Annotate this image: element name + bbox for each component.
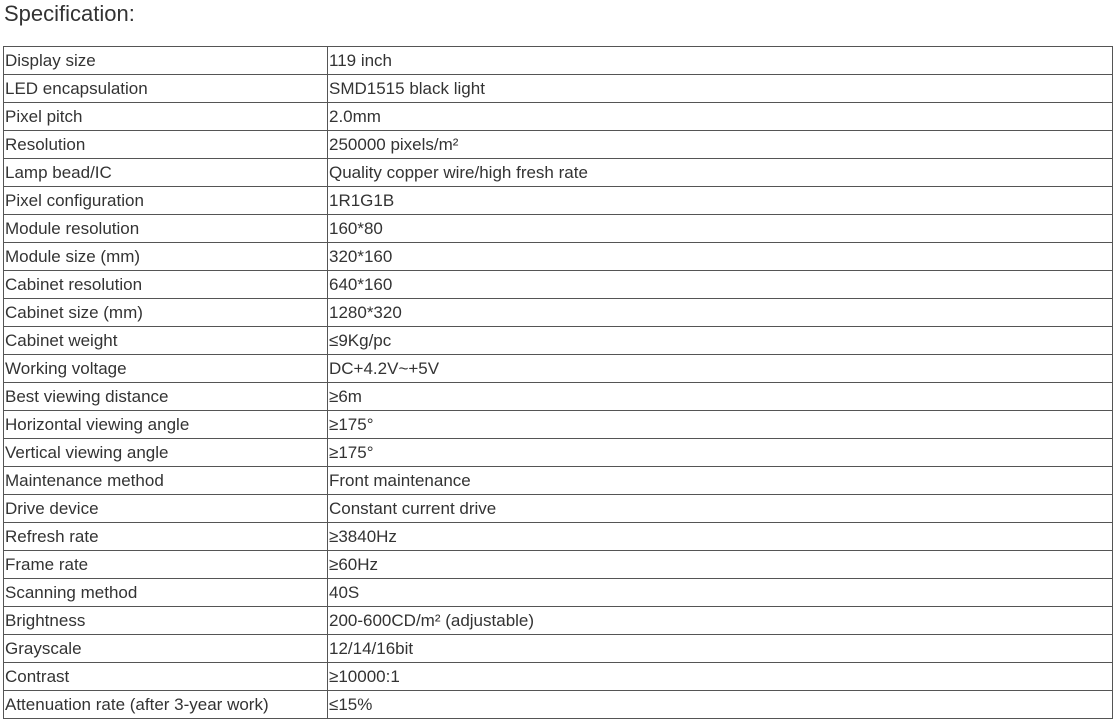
spec-label: Contrast — [4, 663, 328, 691]
spec-value: Quality copper wire/high fresh rate — [328, 159, 1113, 187]
spec-label: Drive device — [4, 495, 328, 523]
spec-label: Maintenance method — [4, 467, 328, 495]
spec-label: Cabinet resolution — [4, 271, 328, 299]
spec-value: ≥175° — [328, 439, 1113, 467]
page-title: Specification: — [4, 1, 135, 26]
table-row — [4, 271, 1113, 299]
table-row — [4, 75, 1113, 103]
table-row — [4, 691, 1113, 719]
spec-value: 160*80 — [328, 215, 1113, 243]
spec-value: 640*160 — [328, 271, 1113, 299]
spec-label: Attenuation rate (after 3-year work) — [4, 691, 328, 719]
spec-value: Constant current drive — [328, 495, 1113, 523]
spec-value: Front maintenance — [328, 467, 1113, 495]
spec-value: 1280*320 — [328, 299, 1113, 327]
table-row — [4, 383, 1113, 411]
table-row — [4, 495, 1113, 523]
spec-label: Display size — [4, 47, 328, 75]
table-row — [4, 131, 1113, 159]
table-row — [4, 411, 1113, 439]
spec-value: 40S — [328, 579, 1113, 607]
spec-label: Pixel configuration — [4, 187, 328, 215]
spec-value: ≥3840Hz — [328, 523, 1113, 551]
table-row — [4, 607, 1113, 635]
spec-value: ≤9Kg/pc — [328, 327, 1113, 355]
spec-label: LED encapsulation — [4, 75, 328, 103]
spec-value: 1R1G1B — [328, 187, 1113, 215]
table-row — [4, 299, 1113, 327]
specification-table — [3, 46, 1113, 719]
spec-label: Scanning method — [4, 579, 328, 607]
spec-value: 2.0mm — [328, 103, 1113, 131]
spec-label: Brightness — [4, 607, 328, 635]
table-row — [4, 327, 1113, 355]
spec-value: DC+4.2V~+5V — [328, 355, 1113, 383]
spec-value: ≥6m — [328, 383, 1113, 411]
table-row — [4, 187, 1113, 215]
table-row — [4, 663, 1113, 691]
spec-label: Vertical viewing angle — [4, 439, 328, 467]
table-row — [4, 215, 1113, 243]
spec-value: 119 inch — [328, 47, 1113, 75]
spec-value: ≥10000:1 — [328, 663, 1113, 691]
table-row — [4, 439, 1113, 467]
spec-value: 250000 pixels/m² — [328, 131, 1113, 159]
spec-label: Frame rate — [4, 551, 328, 579]
spec-label: Horizontal viewing angle — [4, 411, 328, 439]
specification-table-body — [4, 47, 1113, 719]
spec-label: Working voltage — [4, 355, 328, 383]
spec-value: ≤15% — [328, 691, 1113, 719]
spec-value: 12/14/16bit — [328, 635, 1113, 663]
spec-value: ≥60Hz — [328, 551, 1113, 579]
spec-value: 320*160 — [328, 243, 1113, 271]
spec-label: Pixel pitch — [4, 103, 328, 131]
table-row — [4, 159, 1113, 187]
spec-value: ≥175° — [328, 411, 1113, 439]
table-row — [4, 355, 1113, 383]
table-row — [4, 243, 1113, 271]
spec-label: Best viewing distance — [4, 383, 328, 411]
table-row — [4, 467, 1113, 495]
table-row — [4, 551, 1113, 579]
table-row — [4, 103, 1113, 131]
table-row — [4, 523, 1113, 551]
spec-label: Cabinet size (mm) — [4, 299, 328, 327]
spec-value: SMD1515 black light — [328, 75, 1113, 103]
spec-label: Module resolution — [4, 215, 328, 243]
spec-label: Module size (mm) — [4, 243, 328, 271]
table-row — [4, 47, 1113, 75]
table-row — [4, 579, 1113, 607]
spec-label: Cabinet weight — [4, 327, 328, 355]
spec-label: Grayscale — [4, 635, 328, 663]
table-row — [4, 635, 1113, 663]
spec-value: 200-600CD/m² (adjustable) — [328, 607, 1113, 635]
spec-label: Refresh rate — [4, 523, 328, 551]
spec-label: Lamp bead/IC — [4, 159, 328, 187]
spec-label: Resolution — [4, 131, 328, 159]
